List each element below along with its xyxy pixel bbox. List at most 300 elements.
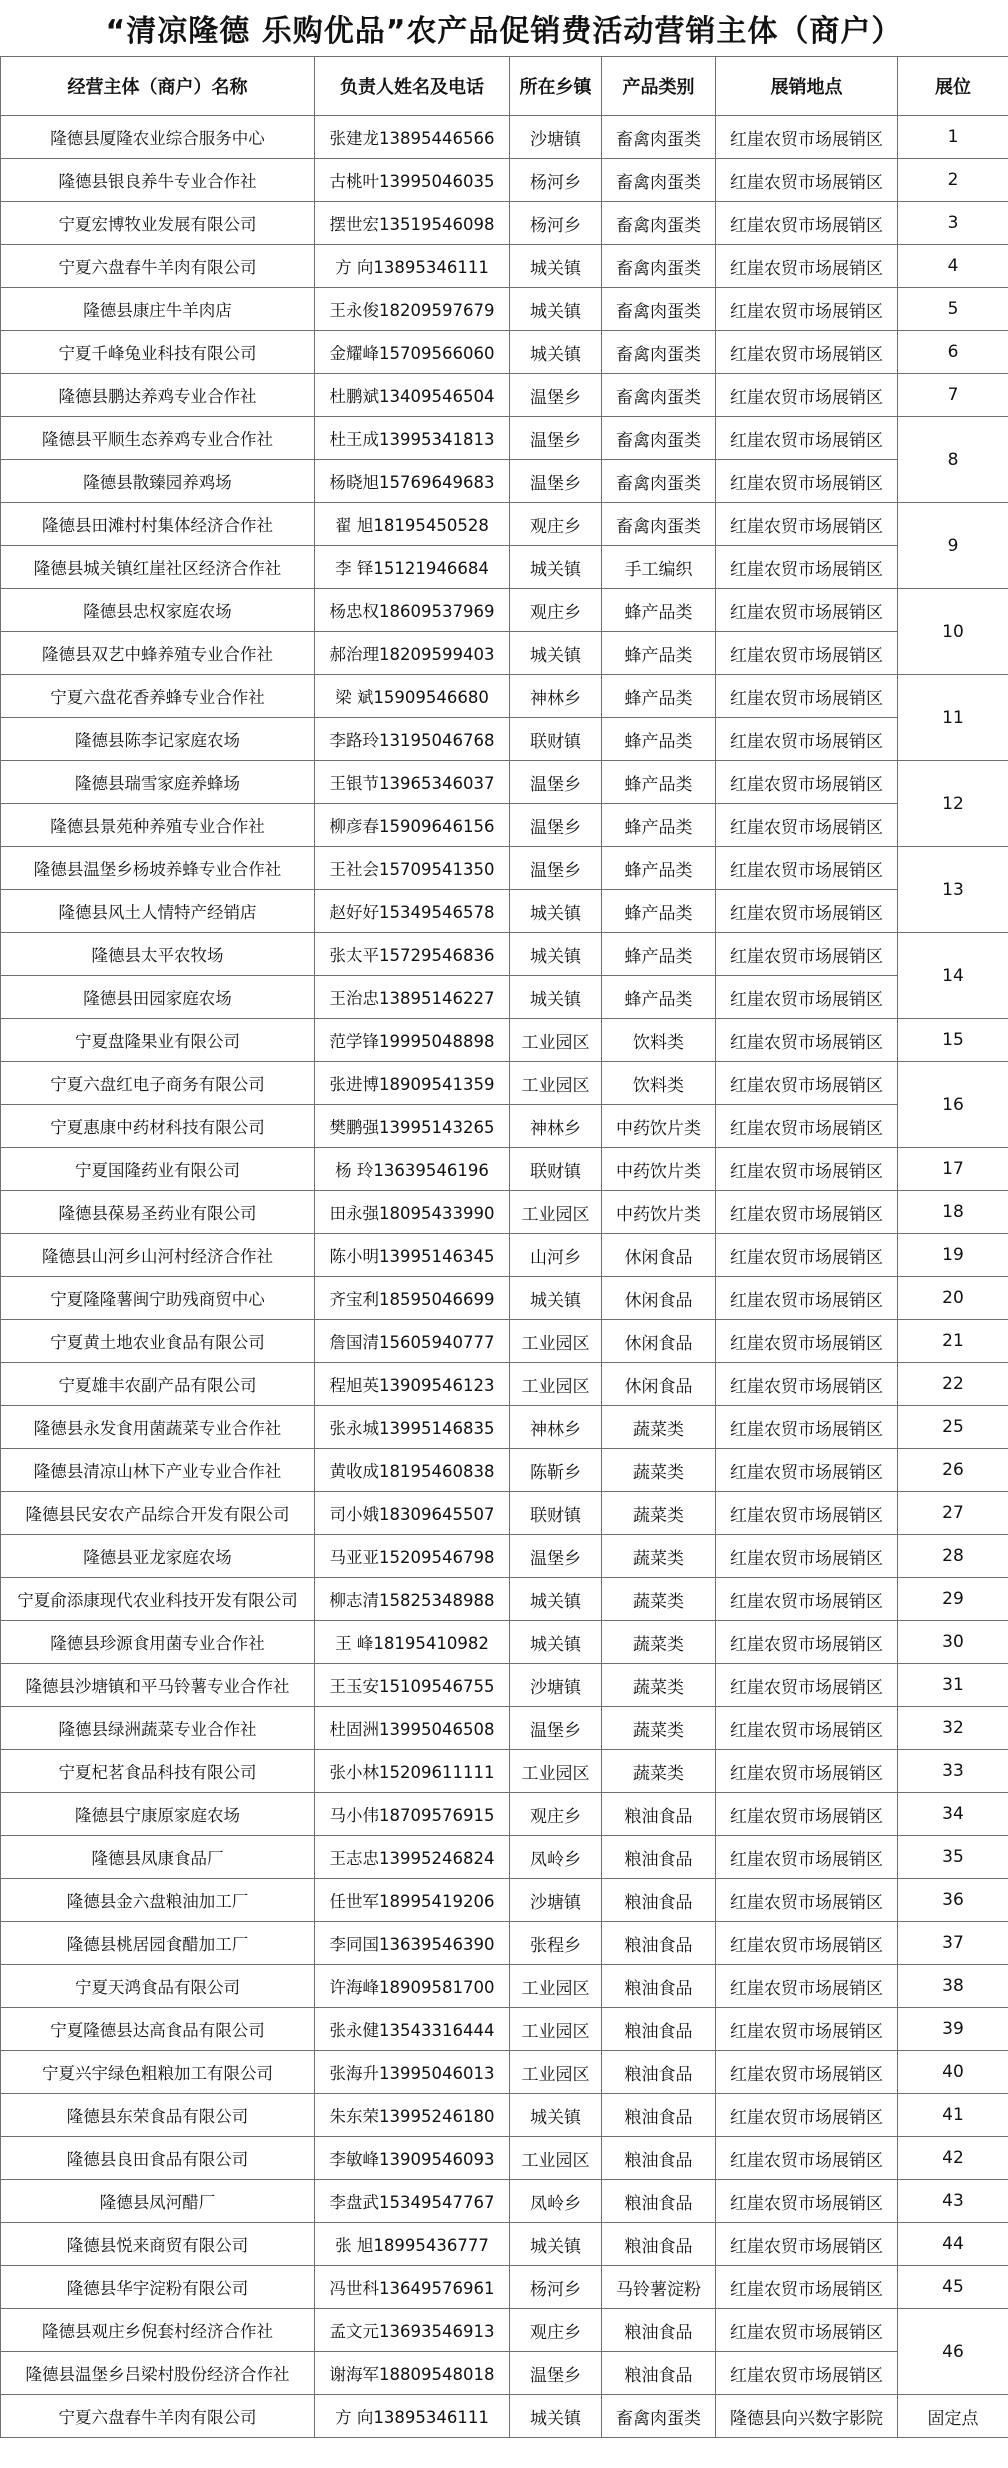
venue-cell: 红崖农贸市场展销区 [716,2094,898,2137]
town-cell: 沙塘镇 [510,1664,602,1707]
town-cell: 城关镇 [510,2223,602,2266]
contact-cell: 杜固洲13995046508 [315,1707,510,1750]
table-row [1,1277,1008,1320]
table-row [1,1836,1008,1879]
town-cell: 工业园区 [510,1320,602,1363]
booth-cell: 4 [898,245,1008,288]
booth-cell: 40 [898,2051,1008,2094]
town-cell: 工业园区 [510,1062,602,1105]
booth-cell: 7 [898,374,1008,417]
table-row [1,976,1008,1019]
contact-cell: 李同国13639546390 [315,1922,510,1965]
venue-cell: 红崖农贸市场展销区 [716,2137,898,2180]
booth-cell: 34 [898,1793,1008,1836]
town-cell: 联财镇 [510,1492,602,1535]
town-cell: 城关镇 [510,1277,602,1320]
venue-cell: 红崖农贸市场展销区 [716,1535,898,1578]
category-cell: 畜禽肉蛋类 [602,374,716,417]
venue-cell: 红崖农贸市场展销区 [716,159,898,202]
merchant-name-cell: 隆德县宁康原家庭农场 [1,1793,315,1836]
contact-cell: 郝治理18209599403 [315,632,510,675]
category-cell: 粮油食品 [602,2223,716,2266]
contact-cell: 马亚亚15209546798 [315,1535,510,1578]
table-row [1,1406,1008,1449]
venue-cell: 红崖农贸市场展销区 [716,2266,898,2309]
contact-cell: 张太平15729546836 [315,933,510,976]
town-cell: 城关镇 [510,976,602,1019]
category-cell: 饮料类 [602,1019,716,1062]
category-cell: 休闲食品 [602,1363,716,1406]
venue-cell: 红崖农贸市场展销区 [716,1363,898,1406]
contact-cell: 许海峰18909581700 [315,1965,510,2008]
merchant-name-cell: 隆德县散臻园养鸡场 [1,460,315,503]
venue-cell: 红崖农贸市场展销区 [716,2309,898,2352]
table-row [1,675,1008,718]
merchant-name-cell: 隆德县忠权家庭农场 [1,589,315,632]
contact-cell: 赵好好15349546578 [315,890,510,933]
contact-cell: 范学锋19995048898 [315,1019,510,1062]
venue-cell: 红崖农贸市场展销区 [716,1148,898,1191]
table-row [1,503,1008,546]
town-cell: 沙塘镇 [510,1879,602,1922]
header-category: 产品类别 [602,57,716,116]
booth-cell: 20 [898,1277,1008,1320]
category-cell: 蔬菜类 [602,1406,716,1449]
town-cell: 城关镇 [510,1578,602,1621]
table-row [1,1320,1008,1363]
booth-cell: 11 [898,675,1008,761]
category-cell: 蔬菜类 [602,1449,716,1492]
category-cell: 蔬菜类 [602,1578,716,1621]
venue-cell: 红崖农贸市场展销区 [716,1191,898,1234]
table-row [1,2309,1008,2352]
merchant-name-cell: 宁夏隆德县达高食品有限公司 [1,2008,315,2051]
category-cell: 粮油食品 [602,1879,716,1922]
table-row [1,804,1008,847]
header-town: 所在乡镇 [510,57,602,116]
venue-cell: 红崖农贸市场展销区 [716,933,898,976]
category-cell: 蜂产品类 [602,632,716,675]
venue-cell: 红崖农贸市场展销区 [716,374,898,417]
merchant-name-cell: 隆德县景苑种养殖专业合作社 [1,804,315,847]
category-cell: 粮油食品 [602,2309,716,2352]
header-booth: 展位 [898,57,1008,116]
merchant-name-cell: 隆德县东荣食品有限公司 [1,2094,315,2137]
venue-cell: 红崖农贸市场展销区 [716,847,898,890]
table-row [1,1449,1008,1492]
merchant-name-cell: 宁夏雄丰农副产品有限公司 [1,1363,315,1406]
category-cell: 粮油食品 [602,1965,716,2008]
table-row [1,460,1008,503]
category-cell: 畜禽肉蛋类 [602,288,716,331]
merchant-name-cell: 隆德县良田食品有限公司 [1,2137,315,2180]
merchant-name-cell: 隆德县风土人情特产经销店 [1,890,315,933]
town-cell: 联财镇 [510,1148,602,1191]
merchant-name-cell: 隆德县田滩村村集体经济合作社 [1,503,315,546]
town-cell: 工业园区 [510,1191,602,1234]
contact-cell: 梁 斌15909546680 [315,675,510,718]
table-row [1,2266,1008,2309]
merchant-name-cell: 隆德县绿洲蔬菜专业合作社 [1,1707,315,1750]
category-cell: 粮油食品 [602,2352,716,2395]
category-cell: 蜂产品类 [602,890,716,933]
town-cell: 神林乡 [510,1406,602,1449]
venue-cell: 红崖农贸市场展销区 [716,1621,898,1664]
contact-cell: 黄收成18195460838 [315,1449,510,1492]
merchant-name-cell: 宁夏六盘红电子商务有限公司 [1,1062,315,1105]
contact-cell: 孟文元13693546913 [315,2309,510,2352]
venue-cell: 红崖农贸市场展销区 [716,2051,898,2094]
venue-cell: 红崖农贸市场展销区 [716,503,898,546]
venue-cell: 红崖农贸市场展销区 [716,417,898,460]
category-cell: 粮油食品 [602,1922,716,1965]
merchant-name-cell: 宁夏千峰兔业科技有限公司 [1,331,315,374]
venue-cell: 红崖农贸市场展销区 [716,1664,898,1707]
merchant-name-cell: 隆德县鹏达养鸡专业合作社 [1,374,315,417]
town-cell: 温堡乡 [510,460,602,503]
town-cell: 工业园区 [510,1965,602,2008]
contact-cell: 王 峰18195410982 [315,1621,510,1664]
contact-cell: 方 向13895346111 [315,245,510,288]
venue-cell: 红崖农贸市场展销区 [716,1105,898,1148]
category-cell: 粮油食品 [602,2180,716,2223]
town-cell: 陈靳乡 [510,1449,602,1492]
contact-cell: 张建龙13895446566 [315,116,510,159]
merchant-name-cell: 隆德县陈李记家庭农场 [1,718,315,761]
category-cell: 中药饮片类 [602,1191,716,1234]
booth-cell: 固定点 [898,2395,1008,2438]
contact-cell: 张小林15209611111 [315,1750,510,1793]
contact-cell: 陈小明13995146345 [315,1234,510,1277]
table-row [1,1664,1008,1707]
table-row [1,1879,1008,1922]
town-cell: 工业园区 [510,1363,602,1406]
town-cell: 温堡乡 [510,2352,602,2395]
category-cell: 粮油食品 [602,1793,716,1836]
contact-cell: 詹国清15605940777 [315,1320,510,1363]
venue-cell: 红崖农贸市场展销区 [716,718,898,761]
category-cell: 蜂产品类 [602,589,716,632]
booth-cell: 6 [898,331,1008,374]
booth-cell: 29 [898,1578,1008,1621]
contact-cell: 程旭英13909546123 [315,1363,510,1406]
category-cell: 畜禽肉蛋类 [602,245,716,288]
contact-cell: 柳志清15825348988 [315,1578,510,1621]
venue-cell: 红崖农贸市场展销区 [716,1707,898,1750]
category-cell: 手工编织 [602,546,716,589]
contact-cell: 杜鹏斌13409546504 [315,374,510,417]
category-cell: 畜禽肉蛋类 [602,159,716,202]
town-cell: 工业园区 [510,2051,602,2094]
contact-cell: 杨忠权18609537969 [315,589,510,632]
merchant-name-cell: 隆德县城关镇红崖社区经济合作社 [1,546,315,589]
table-row [1,1105,1008,1148]
booth-cell: 46 [898,2309,1008,2395]
town-cell: 温堡乡 [510,761,602,804]
booth-cell: 18 [898,1191,1008,1234]
table-row [1,1148,1008,1191]
table-row [1,116,1008,159]
category-cell: 蔬菜类 [602,1492,716,1535]
category-cell: 畜禽肉蛋类 [602,417,716,460]
table-row [1,2352,1008,2395]
venue-cell: 红崖农贸市场展销区 [716,116,898,159]
table-row [1,1621,1008,1664]
merchant-name-cell: 隆德县瑞雪家庭养蜂场 [1,761,315,804]
contact-cell: 翟 旭18195450528 [315,503,510,546]
venue-cell: 红崖农贸市场展销区 [716,2008,898,2051]
booth-cell: 44 [898,2223,1008,2266]
merchant-name-cell: 隆德县田园家庭农场 [1,976,315,1019]
merchant-name-cell: 宁夏杞茗食品科技有限公司 [1,1750,315,1793]
merchant-name-cell: 宁夏隆隆薯闽宁助残商贸中心 [1,1277,315,1320]
town-cell: 工业园区 [510,2137,602,2180]
category-cell: 中药饮片类 [602,1148,716,1191]
merchant-table [0,56,1008,2438]
category-cell: 粮油食品 [602,2094,716,2137]
town-cell: 城关镇 [510,2395,602,2438]
contact-cell: 柳彦春15909646156 [315,804,510,847]
contact-cell: 马小伟18709576915 [315,1793,510,1836]
venue-cell: 红崖农贸市场展销区 [716,1965,898,2008]
town-cell: 城关镇 [510,288,602,331]
contact-cell: 杨 玲13639546196 [315,1148,510,1191]
merchant-name-cell: 隆德县珍源食用菌专业合作社 [1,1621,315,1664]
booth-cell: 27 [898,1492,1008,1535]
page-title: “清凉隆德 乐购优品”农产品促销费活动营销主体（商户） [105,14,903,49]
venue-cell: 红崖农贸市场展销区 [716,1019,898,1062]
merchant-name-cell: 宁夏天鸿食品有限公司 [1,1965,315,2008]
contact-cell: 冯世科13649576961 [315,2266,510,2309]
merchant-name-cell: 宁夏兴宇绿色粗粮加工有限公司 [1,2051,315,2094]
town-cell: 沙塘镇 [510,116,602,159]
town-cell: 杨河乡 [510,2266,602,2309]
contact-cell: 王银节13965346037 [315,761,510,804]
table-row [1,546,1008,589]
merchant-name-cell: 隆德县银良养牛专业合作社 [1,159,315,202]
contact-cell: 张永城13995146835 [315,1406,510,1449]
merchant-name-cell: 宁夏惠康中药材科技有限公司 [1,1105,315,1148]
town-cell: 温堡乡 [510,847,602,890]
merchant-name-cell: 隆德县厦隆农业综合服务中心 [1,116,315,159]
merchant-name-cell: 宁夏六盘春牛羊肉有限公司 [1,245,315,288]
category-cell: 休闲食品 [602,1320,716,1363]
booth-cell: 42 [898,2137,1008,2180]
venue-cell: 红崖农贸市场展销区 [716,1234,898,1277]
contact-cell: 张 旭18995436777 [315,2223,510,2266]
category-cell: 粮油食品 [602,2137,716,2180]
category-cell: 粮油食品 [602,1836,716,1879]
booth-cell: 19 [898,1234,1008,1277]
table-row [1,933,1008,976]
booth-cell: 2 [898,159,1008,202]
town-cell: 城关镇 [510,890,602,933]
booth-cell: 9 [898,503,1008,589]
venue-cell: 红崖农贸市场展销区 [716,890,898,933]
category-cell: 蜂产品类 [602,976,716,1019]
booth-cell: 30 [898,1621,1008,1664]
table-row [1,2137,1008,2180]
venue-cell: 隆德县向兴数字影院 [716,2395,898,2438]
town-cell: 温堡乡 [510,1535,602,1578]
booth-cell: 8 [898,417,1008,503]
town-cell: 温堡乡 [510,374,602,417]
booth-cell: 12 [898,761,1008,847]
table-row [1,2395,1008,2438]
booth-cell: 37 [898,1922,1008,1965]
category-cell: 蜂产品类 [602,675,716,718]
town-cell: 凤岭乡 [510,1836,602,1879]
booth-cell: 17 [898,1148,1008,1191]
merchant-name-cell: 隆德县凤康食品厂 [1,1836,315,1879]
table-row [1,1492,1008,1535]
category-cell: 马铃薯淀粉 [602,2266,716,2309]
contact-cell: 李盘武15349547767 [315,2180,510,2223]
booth-cell: 45 [898,2266,1008,2309]
booth-cell: 26 [898,1449,1008,1492]
town-cell: 城关镇 [510,1621,602,1664]
category-cell: 蔬菜类 [602,1707,716,1750]
town-cell: 杨河乡 [510,159,602,202]
category-cell: 蔬菜类 [602,1621,716,1664]
table-row [1,1062,1008,1105]
merchant-name-cell: 隆德县亚龙家庭农场 [1,1535,315,1578]
contact-cell: 杨晓旭15769649683 [315,460,510,503]
contact-cell: 王玉安15109546755 [315,1664,510,1707]
contact-cell: 王志忠13995246824 [315,1836,510,1879]
booth-cell: 22 [898,1363,1008,1406]
booth-cell: 31 [898,1664,1008,1707]
venue-cell: 红崖农贸市场展销区 [716,2223,898,2266]
table-row [1,2051,1008,2094]
town-cell: 工业园区 [510,1019,602,1062]
town-cell: 工业园区 [510,1750,602,1793]
booth-cell: 35 [898,1836,1008,1879]
town-cell: 观庄乡 [510,1793,602,1836]
booth-cell: 28 [898,1535,1008,1578]
merchant-name-cell: 隆德县民安农产品综合开发有限公司 [1,1492,315,1535]
merchant-name-cell: 隆德县康庄牛羊肉店 [1,288,315,331]
venue-cell: 红崖农贸市场展销区 [716,2180,898,2223]
table-row [1,1707,1008,1750]
booth-cell: 16 [898,1062,1008,1148]
town-cell: 观庄乡 [510,503,602,546]
category-cell: 休闲食品 [602,1234,716,1277]
town-cell: 温堡乡 [510,1707,602,1750]
merchant-name-cell: 隆德县太平农牧场 [1,933,315,976]
category-cell: 蜂产品类 [602,718,716,761]
merchant-name-cell: 隆德县清凉山林下产业专业合作社 [1,1449,315,1492]
category-cell: 粮油食品 [602,2051,716,2094]
booth-cell: 10 [898,589,1008,675]
town-cell: 观庄乡 [510,2309,602,2352]
category-cell: 畜禽肉蛋类 [602,2395,716,2438]
venue-cell: 红崖农贸市场展销区 [716,804,898,847]
merchant-name-cell: 隆德县金六盘粮油加工厂 [1,1879,315,1922]
contact-cell: 张进博18909541359 [315,1062,510,1105]
merchant-name-cell: 隆德县凤河醋厂 [1,2180,315,2223]
booth-cell: 25 [898,1406,1008,1449]
table-row [1,1191,1008,1234]
town-cell: 联财镇 [510,718,602,761]
table-row [1,417,1008,460]
venue-cell: 红崖农贸市场展销区 [716,1793,898,1836]
category-cell: 蜂产品类 [602,847,716,890]
table-row [1,589,1008,632]
table-row [1,2223,1008,2266]
merchant-name-cell: 隆德县温堡乡杨坡养蜂专业合作社 [1,847,315,890]
booth-cell: 32 [898,1707,1008,1750]
booth-cell: 41 [898,2094,1008,2137]
town-cell: 杨河乡 [510,202,602,245]
category-cell: 畜禽肉蛋类 [602,503,716,546]
table-row [1,847,1008,890]
table-row [1,202,1008,245]
town-cell: 凤岭乡 [510,2180,602,2223]
venue-cell: 红崖农贸市场展销区 [716,1062,898,1105]
category-cell: 畜禽肉蛋类 [602,460,716,503]
merchant-name-cell: 宁夏宏博牧业发展有限公司 [1,202,315,245]
table-row [1,890,1008,933]
category-cell: 休闲食品 [602,1277,716,1320]
category-cell: 畜禽肉蛋类 [602,202,716,245]
merchant-name-cell: 隆德县永发食用菌蔬菜专业合作社 [1,1406,315,1449]
town-cell: 张程乡 [510,1922,602,1965]
venue-cell: 红崖农贸市场展销区 [716,1578,898,1621]
town-cell: 工业园区 [510,2008,602,2051]
category-cell: 蜂产品类 [602,804,716,847]
merchant-name-cell: 隆德县温堡乡吕梁村股份经济合作社 [1,2352,315,2395]
booth-cell: 21 [898,1320,1008,1363]
merchant-name-cell: 宁夏盘隆果业有限公司 [1,1019,315,1062]
town-cell: 城关镇 [510,2094,602,2137]
merchant-name-cell: 宁夏俞添康现代农业科技开发有限公司 [1,1578,315,1621]
table-row [1,1363,1008,1406]
merchant-name-cell: 隆德县平顺生态养鸡专业合作社 [1,417,315,460]
booth-cell: 13 [898,847,1008,933]
contact-cell: 方 向13895346111 [315,2395,510,2438]
table-row [1,2094,1008,2137]
booth-cell: 36 [898,1879,1008,1922]
venue-cell: 红崖农贸市场展销区 [716,675,898,718]
venue-cell: 红崖农贸市场展销区 [716,331,898,374]
category-cell: 蔬菜类 [602,1750,716,1793]
booth-cell: 15 [898,1019,1008,1062]
table-row [1,1535,1008,1578]
category-cell: 蜂产品类 [602,933,716,976]
merchant-name-cell: 隆德县悦来商贸有限公司 [1,2223,315,2266]
venue-cell: 红崖农贸市场展销区 [716,2352,898,2395]
category-cell: 畜禽肉蛋类 [602,331,716,374]
table-row [1,1019,1008,1062]
category-cell: 饮料类 [602,1062,716,1105]
merchant-name-cell: 隆德县桃居园食醋加工厂 [1,1922,315,1965]
venue-cell: 红崖农贸市场展销区 [716,288,898,331]
contact-cell: 张海升13995046013 [315,2051,510,2094]
table-body [1,116,1008,2438]
contact-cell: 杜王成13995341813 [315,417,510,460]
venue-cell: 红崖农贸市场展销区 [716,1922,898,1965]
category-cell: 畜禽肉蛋类 [602,116,716,159]
merchant-name-cell: 隆德县沙塘镇和平马铃薯专业合作社 [1,1664,315,1707]
header-contact: 负责人姓名及电话 [315,57,510,116]
town-cell: 城关镇 [510,245,602,288]
venue-cell: 红崖农贸市场展销区 [716,632,898,675]
contact-cell: 王社会15709541350 [315,847,510,890]
merchant-name-cell: 宁夏黄土地农业食品有限公司 [1,1320,315,1363]
contact-cell: 樊鹏强13995143265 [315,1105,510,1148]
contact-cell: 谢海军18809548018 [315,2352,510,2395]
